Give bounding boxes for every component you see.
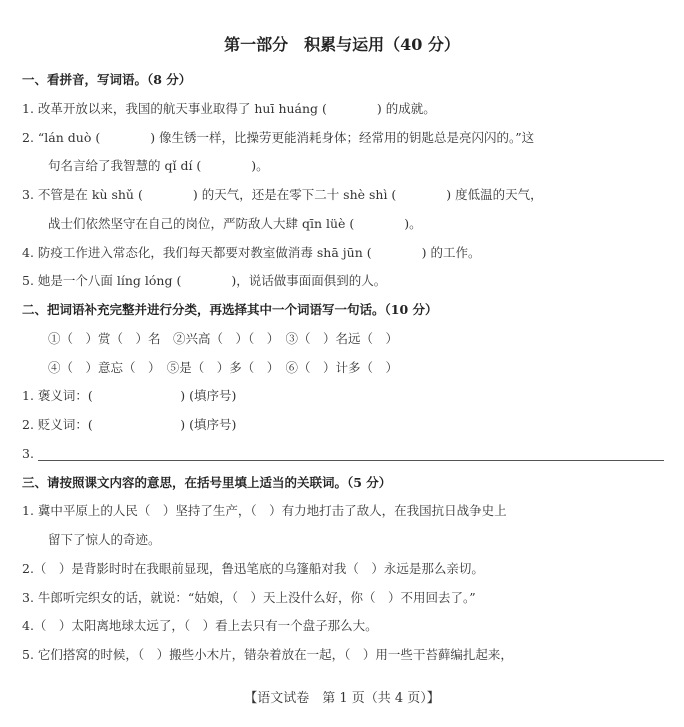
s1-question-3-cont: 战士们依然坚守在自己的岗位，严防敌人大肆 qīn lüè ( )。 xyxy=(48,216,422,231)
s3-question-5: 5. 它们搭窝的时候，（ ）搬些小木片，错杂着放在一起，（ ）用一些干苔藓编扎起来， xyxy=(22,647,513,662)
section-3-heading: 三、请按照课文内容的意思，在括号里填上适当的关联词。（5 分） xyxy=(22,475,392,490)
s1-question-4: 4. 防疫工作进入常态化，我们每天都要对教室做消毒 shā jūn ( ) 的工作。 xyxy=(22,245,481,260)
s3-question-3: 3. 牛郎听完织女的话，就说：“姑娘，（ ）天上没什么好，你（ ）不用回去了。” xyxy=(22,590,476,605)
section-1-heading: 一、看拼音，写词语。（8 分） xyxy=(22,72,192,87)
section-2-heading: 二、把词语补充完整并进行分类，再选择其中一个词语写一句话。（10 分） xyxy=(22,302,438,317)
s2-word-row-1: ①（ ）赏（ ）名 ②兴高（ ）（ ） ③（ ）名远（ ） xyxy=(48,331,399,346)
s3-question-1-cont: 留下了惊人的奇迹。 xyxy=(48,532,161,547)
s3-question-4: 4.（ ）太阳离地球太远了，（ ）看上去只有一个盘子那么大。 xyxy=(22,618,378,633)
page-title: 第一部分 积累与运用（40 分） xyxy=(224,35,460,54)
s2-question-3: 3. xyxy=(22,446,34,461)
s1-question-2: 2. “lán duò ( ) 像生锈一样，比操劳更能消耗身体；经常用的钥匙总是亮闪闪的。”这 xyxy=(22,130,535,145)
s1-question-5: 5. 她是一个八面 líng lóng ( )，说话做事面面俱到的人。 xyxy=(22,273,387,288)
answer-line xyxy=(38,460,664,461)
s2-question-2: 2. 贬义词：( ) (填序号) xyxy=(22,417,237,432)
s1-question-3: 3. 不管是在 kù shǔ ( ) 的天气，还是在零下二十 shè shì ( ) 度低温的天气， xyxy=(22,187,543,202)
s1-question-2-cont: 句名言给了我智慧的 qǐ dí ( )。 xyxy=(48,158,269,173)
page-footer: 【语文试卷 第 1 页（共 4 页）】 xyxy=(244,691,440,706)
s2-question-1: 1. 褒义词：( ) (填序号) xyxy=(22,388,237,403)
s2-word-row-2: ④（ ）意忘（ ） ⑤是（ ）多（ ） ⑥（ ）计多（ ） xyxy=(48,360,399,375)
s3-question-1: 1. 冀中平原上的人民（ ）坚持了生产，（ ）有力地打击了敌人，在我国抗日战争史上 xyxy=(22,503,507,518)
s1-question-1: 1. 改革开放以来，我国的航天事业取得了 huī huáng ( ) 的成就。 xyxy=(22,101,436,116)
s3-question-2: 2.（ ）是背影时时在我眼前显现，鲁迅笔底的乌篷船对我（ ）永远是那么亲切。 xyxy=(22,561,484,576)
